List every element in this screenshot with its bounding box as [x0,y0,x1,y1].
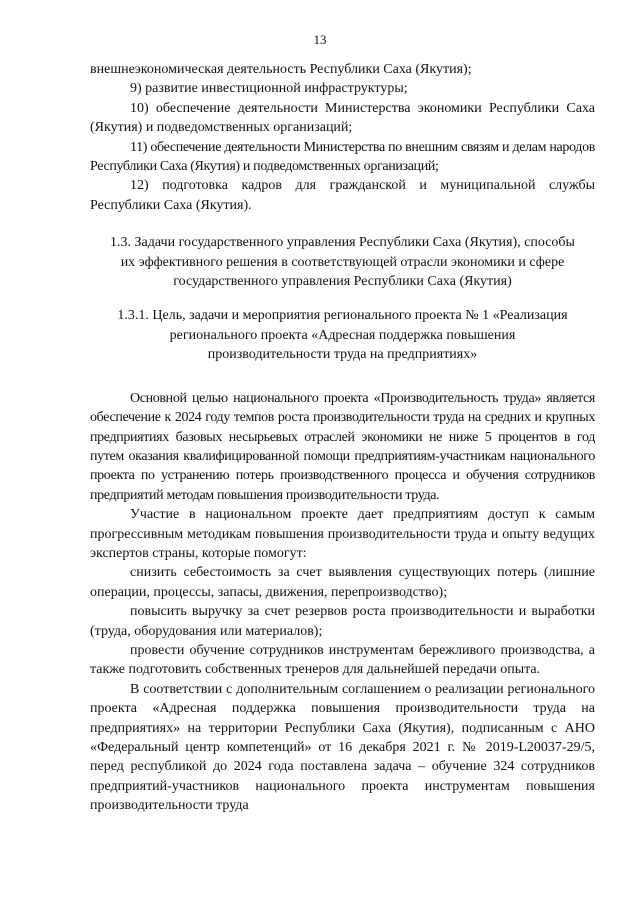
list-item-12: 12) подготовка кадров для гражданской и муниципальной службы Республики Саха (Якутия). [90,178,595,213]
list-item-11: 11) обеспечение деятельности Министерства по внешним связям и делам народов Республики Саха (Якутия) и подведомственных организаций; [90,139,595,175]
list-item-10: 10) обеспечение деятельности Министерства экономики Республики Саха (Якутия) и подведомственных организаций; [90,100,595,136]
subsection-heading: 1.3.1. Цель, задачи и мероприятия регионального проекта № 1 «Реализация регионального проекта «Адресная поддержка повышения производительности труда на предприятиях» [117,308,568,363]
paragraph-bullet-revenue: повысить выручку за счет резервов роста производительности и выработки (труда, оборудования или материалов); [90,604,595,639]
paragraph-main-goal: Основной целью национального проекта «Производительность труда» является обеспечение к 2024 году темпов роста производительности труда на средних и крупных предприятиях базовых несырьевых отраслей экономики не ниже 5 процентов в год путем оказания квалифицированной помощи предприятиям-участникам национального проекта по устранению потерь производственного процесса и обучения сотрудников предприятий методам повышения производительности труда. [90,390,595,503]
paragraph-bullet-training: провести обучение сотрудников инструментам бережливого производства, а также подготовить собственных тренеров для дальнейшей передачи опыта. [90,642,595,678]
continuation-line: внешнеэкономическая деятельность Республики Саха (Якутия); [90,62,472,77]
section-heading: 1.3. Задачи государственного управления Республики Саха (Якутия), способы их эффективного решения в соответствующей отрасли экономики и сфере государственного управления Республики Саха (Якутия) [110,235,575,290]
page-number: 13 [313,32,327,47]
list-item-9: 9) развитие инвестиционной инфраструктуры; [130,81,408,97]
spacer [90,365,595,389]
paragraph-bullet-cost: снизить себестоимость за счет выявления существующих потерь (лишние операции, процессы, запасы, движения, перепроизводство); [90,565,595,600]
paragraph-agreement: В соответствии с дополнительным соглашением о реализации регионального проекта «Адресная поддержка повышения производительности труда на предприятиях» на территории Республики Саха (Якутия), подписанным с АНО «Федеральный центр компетенций» от 16 декабря 2021 г. № 2019-L20037-29/5, перед республикой до 2024 года поставлена задача – обучение 324 сотрудников предприятий-участников национального проекта инструментам повышения производительности труда [90,681,595,814]
paragraph-participation: Участие в национальном проекте дает предприятиям доступ к самым прогрессивным методикам повышения производительности труда и опыту ведущих экспертов страны, которые помогут: [90,507,595,561]
document-body [90,60,595,816]
